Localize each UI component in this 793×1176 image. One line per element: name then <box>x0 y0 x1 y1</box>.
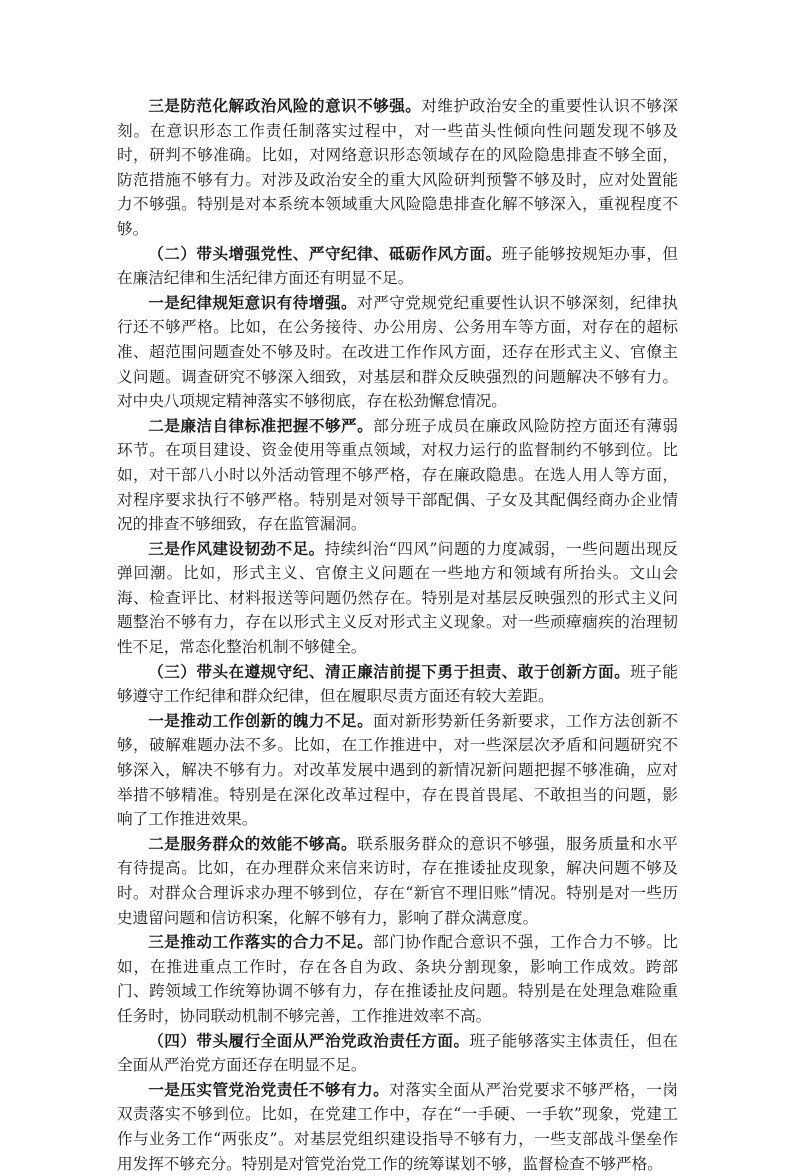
paragraph-heading: 一是纪律规矩意识有待增强。 <box>148 293 358 312</box>
paragraph-body: 对严守党规党纪重要性认识不够深刻，纪律执行还不够严格。比如，在公务接待、办公用房、公务用车等方面，对存在的超标准、超范围问题查处不够及时。在改进工作作风方面，还存在形式主义、官僚主义问题。调查研究不够深入细致，对基层和群众反映强烈的问题解决不够有力。对中央八项规定精神落实不够彻底，存在松劲懈怠情况。 <box>117 293 678 411</box>
section-title: （二）带头增强党性、严守纪律、砥砺作风方面。 <box>148 244 502 263</box>
paragraph-heading: 三是推动工作落实的合力不足。 <box>148 933 374 952</box>
paragraph-cooperation <box>117 930 678 1028</box>
paragraph-heading: 三是防范化解政治风险的意识不够强。 <box>148 97 422 115</box>
paragraph-heading: 一是压实管党治党责任不够有力。 <box>148 1080 390 1099</box>
paragraph-body: 部门协作配合意识不强，工作合力不够。比如，在推进重点工作时，存在各自为政、条块分割现象，影响工作成效。跨部门、跨领域工作统筹协调不够有力，存在推诿扯皮问题。特别是在处理急难险重任务时，协同联动机制不够完善，工作推进效率不高。 <box>117 933 678 1025</box>
paragraph-heading: 二是服务群众的效能不够高。 <box>148 834 358 853</box>
paragraph-work-style <box>117 537 678 660</box>
paragraph-body: 对维护政治安全的重要性认识不够深刻。在意识形态工作责任制落实过程中，对一些苗头性倾向性问题发现不够及时，研判不够准确。比如，对网络意识形态领域存在的风险隐患排查不够全面，防范措施不够有力。对涉及政治安全的重大风险研判预警不够及时，应对处置能力不够强。特别是对本系统本领域重大风险隐患排查化解不够深入，重视程度不够。 <box>117 97 678 238</box>
section-heading-4 <box>117 1029 678 1078</box>
paragraph-body: 持续纠治“四风”问题的力度减弱，一些问题出现反弹回潮。比如，形式主义、官僚主义问题在一些地方和领域有所抬头。文山会海、检查评比、材料报送等问题仍然存在。特别是对基层反映强烈的形式主义问题整治不够有力，存在以形式主义反对形式主义现象。对一些顽瘴痼疾的治理韧性不足，常态化整治机制不够健全。 <box>117 539 678 657</box>
paragraph-body: 对落实全面从严治党要求不够严格，一岗双责落实不够到位。比如，在党建工作中，存在“一手硬、一手软”现象，党建工作与业务工作“两张皮”。对基层党组织建设指导不够有力，一些支部战斗堡垒作用发挥不够充分。特别是对管党治党工作的统筹谋划不够，监督检查不够严格。 <box>117 1080 678 1173</box>
paragraph-heading: 一是推动工作创新的魄力不足。 <box>148 711 374 730</box>
paragraph-service <box>117 832 678 930</box>
paragraph-party-governance <box>117 1078 678 1176</box>
paragraph-body: 联系服务群众的意识不够强，服务质量和水平有待提高。比如，在办理群众来信来访时，存在推诿扯皮现象，解决问题不够及时。对群众合理诉求办理不够到位，存在“新官不理旧账”情况。特别是对一些历史遗留问题和信访积案，化解不够有力，影响了群众满意度。 <box>117 834 678 927</box>
paragraph-body: 面对新形势新任务新要求，工作方法创新不够，破解难题办法不多。比如，在工作推进中，对一些深层次矛盾和问题研究不够深入，解决不够有力。对改革发展中遇到的新情况新问题把握不够准确，应对举措不够精准。特别是在深化改革过程中，存在畏首畏尾、不敢担当的问题，影响了工作推进效果。 <box>117 711 678 829</box>
section-heading-2 <box>117 242 678 291</box>
section-body: 班子能够按规矩办事，但在廉洁纪律和生活纪律方面还有明显不足。 <box>117 244 678 288</box>
paragraph-heading: 二是廉洁自律标准把握不够严。 <box>148 416 374 435</box>
section-body: 班子能够落实主体责任，但在全面从严治党方面还存在明显不足。 <box>117 1031 678 1075</box>
section-title: （三）带头在遵规守纪、清正廉洁前提下勇于担责、敢于创新方面。 <box>148 662 631 681</box>
section-title: （四）带头履行全面从严治党政治责任方面。 <box>148 1031 470 1050</box>
paragraph-discipline <box>117 291 678 414</box>
document-page <box>117 94 678 1176</box>
paragraph-heading: 三是作风建设韧劲不足。 <box>148 539 325 558</box>
paragraph-political-risk <box>117 94 678 242</box>
section-heading-3 <box>117 660 678 709</box>
paragraph-body: 部分班子成员在廉政风险防控方面还有薄弱环节。在项目建设、资金使用等重点领域，对权力运行的监督制约不够到位。比如，对干部八小时以外活动管理不够严格，存在廉政隐患。在选人用人等方面，对程序要求执行不够严格。特别是对领导干部配偶、子女及其配偶经商办企业情况的排查不够细致，存在监管漏洞。 <box>117 416 678 534</box>
paragraph-integrity <box>117 414 678 537</box>
paragraph-innovation <box>117 709 678 832</box>
section-body: 班子能够遵守工作纪律和群众纪律，但在履职尽责方面还有较大差距。 <box>117 662 678 706</box>
